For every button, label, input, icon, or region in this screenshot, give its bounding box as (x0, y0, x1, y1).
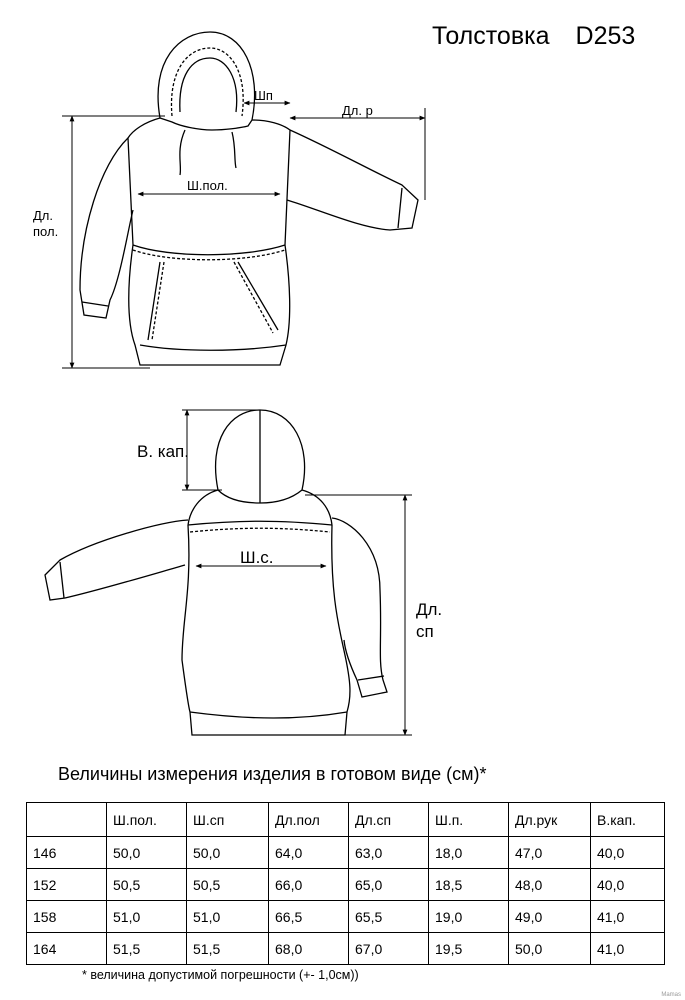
table-cell: 67,0 (349, 933, 429, 965)
size-cell: 152 (27, 869, 107, 901)
table-cell: 50,0 (187, 837, 269, 869)
table-cell: 50,5 (187, 869, 269, 901)
back-dimensions (182, 410, 412, 735)
label-chest-width: Ш.пол. (187, 178, 228, 193)
kangaroo-pocket (133, 245, 285, 255)
column-header: Дл.сп (349, 803, 429, 837)
table-cell: 50,0 (107, 837, 187, 869)
table-cell: 68,0 (269, 933, 349, 965)
table-header-row (27, 803, 665, 837)
front-body (128, 118, 290, 365)
column-header: Дл.рук (509, 803, 591, 837)
label-sleeve-length: Дл. р (342, 103, 373, 118)
label-back-width: Ш.с. (240, 548, 274, 567)
label-hood-height: В. кап. (137, 442, 189, 461)
tolerance-footnote: * величина допустимой погрешности (+- 1,0см)) (82, 968, 359, 982)
table-cell: 63,0 (349, 837, 429, 869)
column-header (27, 803, 107, 837)
front-dimensions (62, 103, 425, 368)
table-row (27, 869, 665, 901)
table-cell: 50,0 (509, 933, 591, 965)
table-cell: 51,0 (107, 901, 187, 933)
column-header: В.кап. (591, 803, 665, 837)
back-right-sleeve (332, 518, 387, 697)
table-cell: 51,5 (107, 933, 187, 965)
size-cell: 164 (27, 933, 107, 965)
size-cell: 158 (27, 901, 107, 933)
table-cell: 49,0 (509, 901, 591, 933)
table-cell: 65,0 (349, 869, 429, 901)
table-cell: 40,0 (591, 869, 665, 901)
size-cell: 146 (27, 837, 107, 869)
front-view-sketch (80, 32, 418, 365)
column-header: Дл.пол (269, 803, 349, 837)
table-heading: Величины измерения изделия в готовом виде (см)* (58, 764, 487, 784)
table-row (27, 933, 665, 965)
table-cell: 47,0 (509, 837, 591, 869)
table-cell: 18,5 (429, 869, 509, 901)
table-cell: 65,5 (349, 901, 429, 933)
label-front-length-1: Дл. (33, 208, 54, 223)
table-cell: 66,0 (269, 869, 349, 901)
label-shoulder-width: Шп (254, 88, 273, 103)
garment-name: Толстовка (432, 22, 550, 50)
table-cell: 64,0 (269, 837, 349, 869)
measurements-table (26, 802, 665, 965)
column-header: Ш.сп (187, 803, 269, 837)
back-view-sketch (45, 410, 387, 735)
column-header: Ш.п. (429, 803, 509, 837)
table-cell: 51,0 (187, 901, 269, 933)
table-cell: 40,0 (591, 837, 665, 869)
table-cell: 66,5 (269, 901, 349, 933)
table-cell: 18,0 (429, 837, 509, 869)
model-code: D253 (575, 22, 636, 50)
label-back-length-2: сп (416, 622, 434, 641)
table-row (27, 901, 665, 933)
table-cell: 50,5 (107, 869, 187, 901)
back-left-sleeve (45, 520, 188, 600)
label-front-length-2: пол. (33, 224, 59, 239)
front-left-sleeve (80, 138, 133, 318)
table-cell: 41,0 (591, 933, 665, 965)
table-cell: 19,0 (429, 901, 509, 933)
watermark: Mamas (661, 992, 681, 998)
front-right-sleeve (287, 130, 418, 230)
table-row (27, 837, 665, 869)
table-cell: 41,0 (591, 901, 665, 933)
column-header: Ш.пол. (107, 803, 187, 837)
label-back-length-1: Дл. (416, 600, 443, 619)
table-cell: 48,0 (509, 869, 591, 901)
table-cell: 19,5 (429, 933, 509, 965)
table-cell: 51,5 (187, 933, 269, 965)
